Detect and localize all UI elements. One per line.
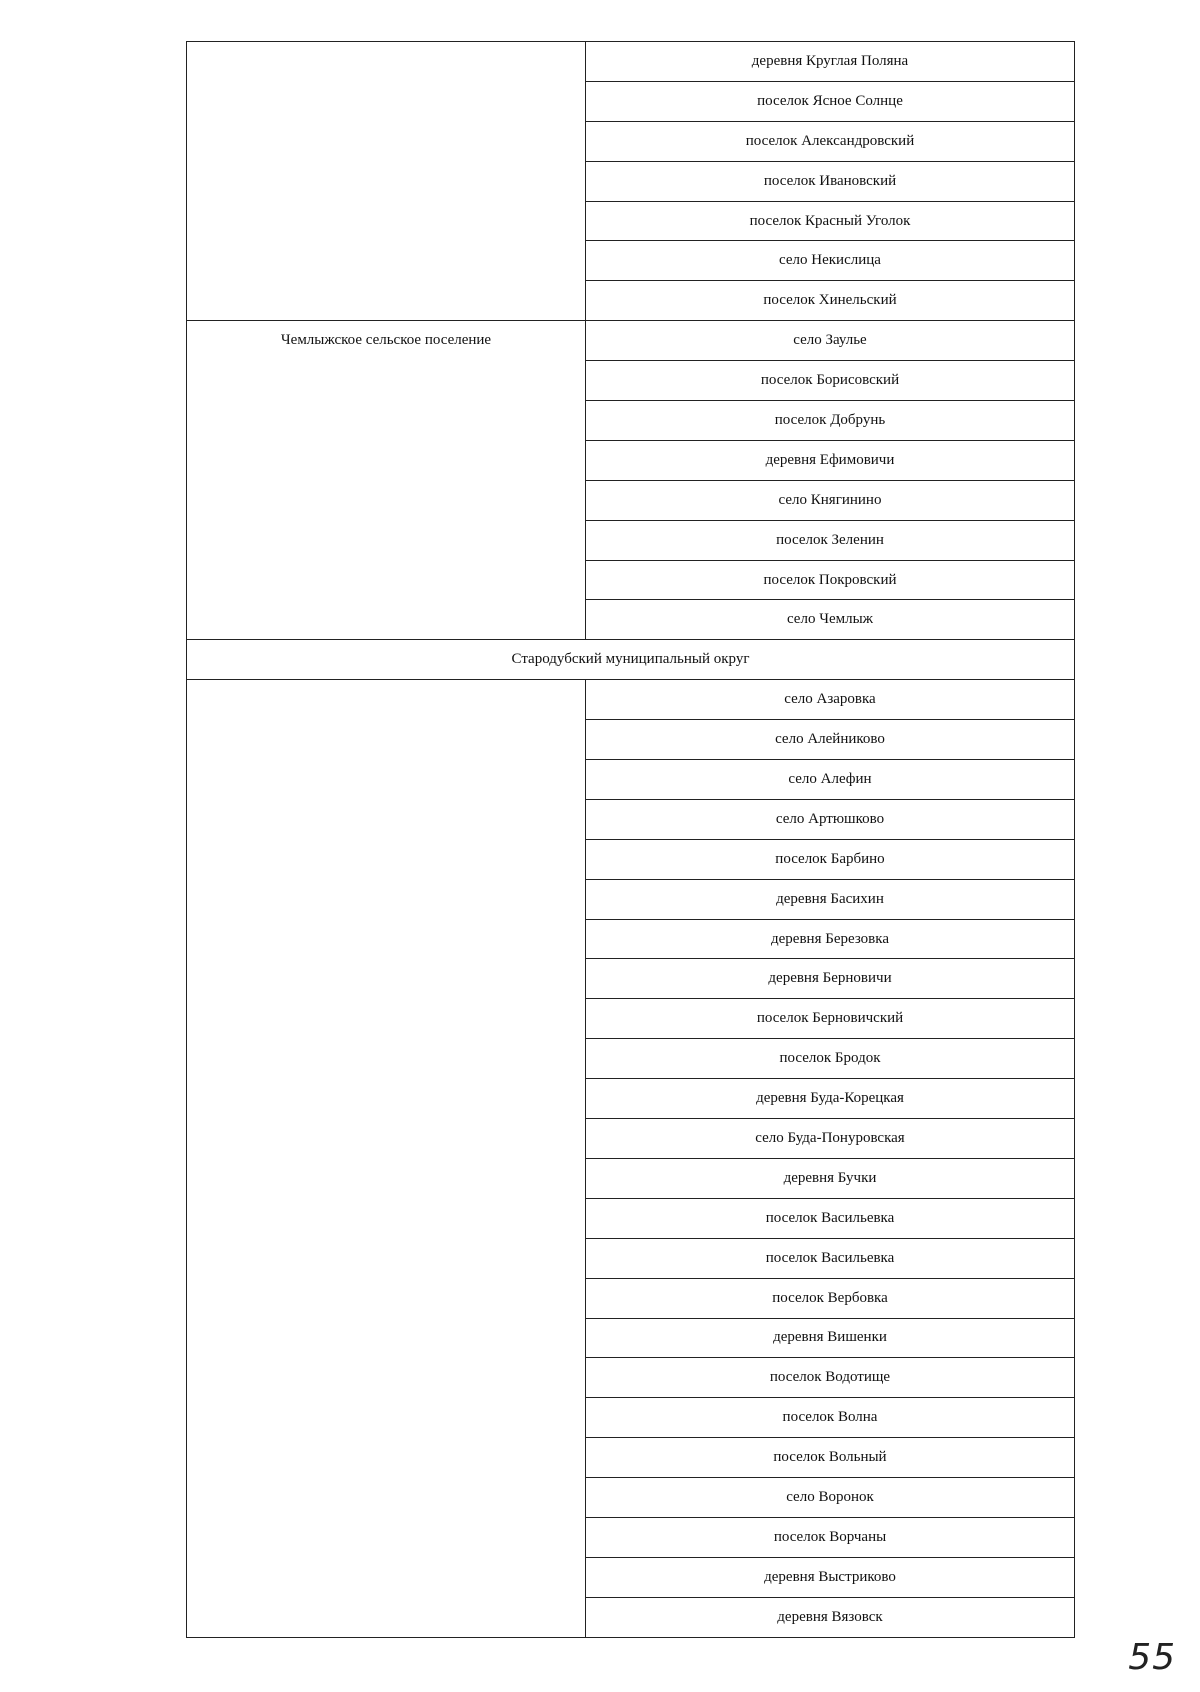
settlement-cell: поселок Водотище (586, 1358, 1075, 1398)
settlement-cell: поселок Барбино (586, 839, 1075, 879)
settlement-cell: поселок Покровский (586, 560, 1075, 600)
municipality-label: Чемлыжское сельское поселение (280, 332, 492, 349)
municipality-cell (187, 680, 586, 1637)
settlement-cell: деревня Бучки (586, 1158, 1075, 1198)
settlement-cell: деревня Берновичи (586, 959, 1075, 999)
settlement-cell: поселок Ворчаны (586, 1517, 1075, 1557)
settlement-cell: поселок Васильевка (586, 1198, 1075, 1238)
settlement-cell: село Алейниково (586, 720, 1075, 760)
section-header-row (187, 640, 1075, 680)
settlement-cell: село Артюшково (586, 799, 1075, 839)
settlement-cell: поселок Васильевка (586, 1238, 1075, 1278)
table-row (187, 42, 1075, 82)
settlement-cell: деревня Березовка (586, 919, 1075, 959)
page-number: 55 (1128, 1637, 1176, 1678)
settlement-cell: поселок Зеленин (586, 520, 1075, 560)
table-row (187, 321, 1075, 361)
settlement-cell: село Заулье (586, 321, 1075, 361)
settlements-table (186, 41, 1075, 1638)
settlement-cell: деревня Выстриково (586, 1557, 1075, 1597)
settlement-cell: деревня Ефимовичи (586, 440, 1075, 480)
settlement-cell: деревня Круглая Поляна (586, 42, 1075, 82)
settlement-cell: село Некислица (586, 241, 1075, 281)
settlement-cell: поселок Бродок (586, 1039, 1075, 1079)
table-row (187, 680, 1075, 720)
settlement-cell: село Азаровка (586, 680, 1075, 720)
settlement-cell: поселок Ясное Солнце (586, 81, 1075, 121)
settlement-cell: село Княгинино (586, 480, 1075, 520)
settlement-cell: поселок Борисовский (586, 361, 1075, 401)
settlement-cell: село Чемлыж (586, 600, 1075, 640)
municipality-cell (187, 42, 586, 321)
settlement-cell: поселок Вольный (586, 1438, 1075, 1478)
settlement-cell: поселок Вербовка (586, 1278, 1075, 1318)
settlement-cell: село Воронок (586, 1478, 1075, 1518)
settlement-cell: поселок Добрунь (586, 401, 1075, 441)
settlement-cell: поселок Хинельский (586, 281, 1075, 321)
section-header: Стародубский муниципальный округ (187, 640, 1075, 680)
settlement-cell: деревня Вишенки (586, 1318, 1075, 1358)
settlement-cell: деревня Вязовск (586, 1597, 1075, 1637)
settlement-cell: поселок Волна (586, 1398, 1075, 1438)
municipality-cell (187, 321, 586, 640)
settlement-cell: село Буда-Понуровская (586, 1119, 1075, 1159)
settlement-cell: деревня Басихин (586, 879, 1075, 919)
settlement-cell: поселок Ивановский (586, 161, 1075, 201)
settlement-cell: поселок Александровский (586, 121, 1075, 161)
settlement-cell: поселок Берновичский (586, 999, 1075, 1039)
settlement-cell: село Алефин (586, 760, 1075, 800)
settlement-cell: деревня Буда-Корецкая (586, 1079, 1075, 1119)
settlement-cell: поселок Красный Уголок (586, 201, 1075, 241)
